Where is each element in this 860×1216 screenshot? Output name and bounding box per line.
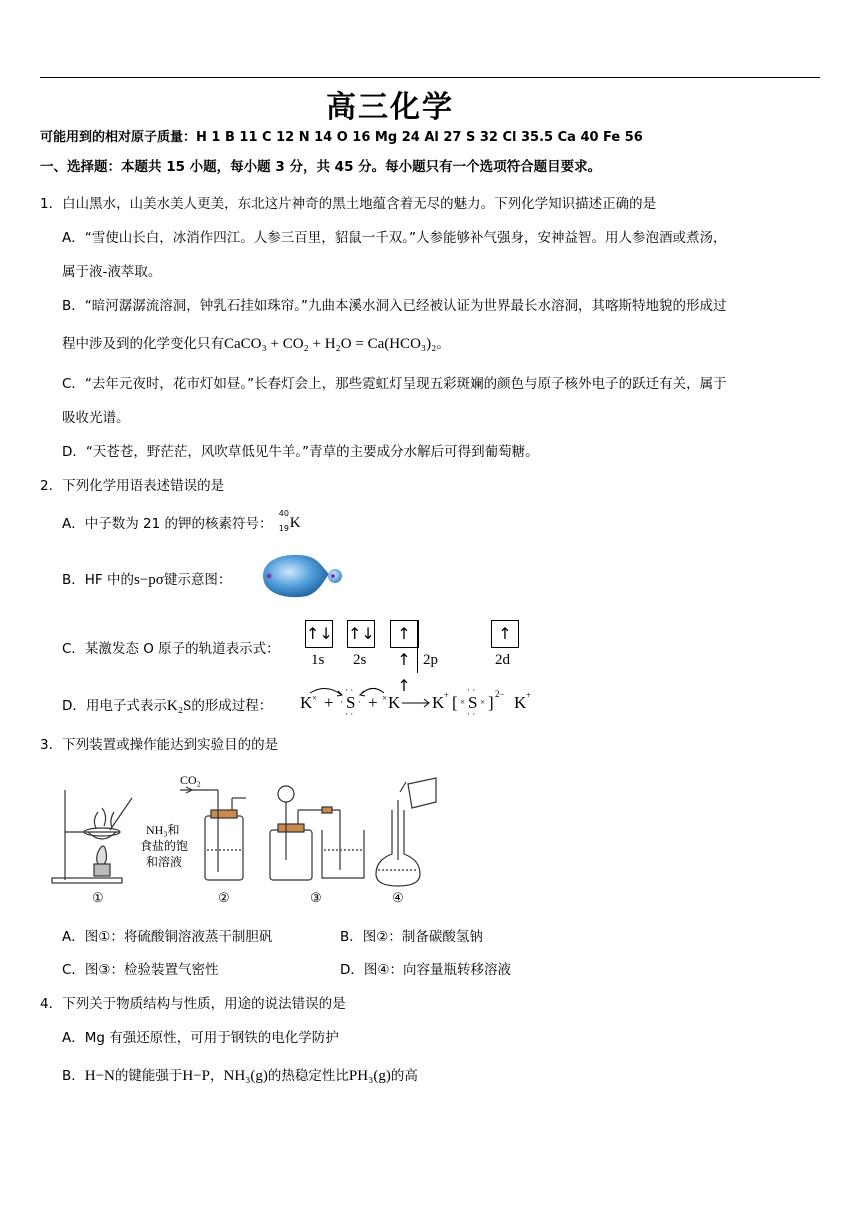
q1-option-a-cont: 属于液-液萃取。 (62, 264, 162, 280)
q1-option-a: A．“雪使山长白，冰消作四江。人参三百里，貂鼠一千双。”人参能够补气强身，安神益智。用人参泡酒或煮汤， (62, 230, 727, 246)
page-title: 高三化学 (326, 90, 454, 125)
q1-option-c: C．“去年元夜时，花市灯如昼。”长春灯会上，那些霓虹灯呈现五彩斑斓的颜色与原子核外电子的跃迁有关，属于 (62, 376, 727, 392)
svg-text:×: × (312, 693, 318, 703)
fig2-salt-label: 食盐的饱 (140, 839, 189, 853)
orbital-label-2s: 2s (353, 652, 367, 668)
svg-text:2−: 2− (495, 689, 505, 699)
svg-text:·: · (340, 697, 343, 707)
svg-text:×: × (480, 697, 486, 707)
q3-stem: 3．下列装置或操作能达到实验目的的是 (40, 737, 279, 753)
orbital-2d-box: ↑ (491, 620, 519, 648)
q4-stem: 4．下列关于物质结构与性质，用途的说法错误的是 (40, 996, 346, 1012)
svg-text:]: ] (488, 693, 494, 712)
q1-option-d: D．“天苍苍，野茫茫，风吹草低见牛羊。”青草的主要成分水解后可得到葡萄糖。 (62, 444, 539, 460)
q3-option-a: A．图①：将硫酸铜溶液蒸干制胆矾 (62, 929, 273, 945)
q4-option-a: A．Mg 有强还原性，可用于钢铁的电化学防护 (62, 1030, 339, 1046)
svg-text:· ·: · · (467, 709, 476, 719)
fig3-label: ③ (310, 890, 322, 905)
atomic-masses: 可能用到的相对原子质量：H 1 B 11 C 12 N 14 O 16 Mg 24 Al 27 S 32 Cl 35.5 Ca 40 Fe 56 (40, 130, 643, 145)
svg-text:· ·: · · (345, 685, 354, 695)
fig2-gas-washing-bottle (180, 787, 246, 880)
q1-option-b: B．“暗河潺潺流溶洞，钟乳石挂如珠帘。”九曲本溪水洞入已经被认证为世界最长水溶洞，其喀斯特地貌的形成过 (62, 298, 727, 314)
q1-stem: 1．白山黑水，山美水美人更美，东北这片神奇的黑土地蕴含着无尽的魅力。下列化学知识描述正确的是 (40, 196, 657, 212)
orbital-2p-box: ↑↑↑ (390, 620, 419, 648)
q3-option-b: B．图②：制备碳酸氢钠 (340, 929, 483, 945)
svg-text:[: [ (452, 693, 458, 712)
svg-text:S: S (346, 693, 356, 712)
q2-option-a: A．中子数为 21 的钾的核素符号： 40 19 K (62, 512, 307, 533)
svg-text:+: + (324, 693, 334, 712)
svg-text:+: + (526, 690, 532, 700)
fig2-label: ② (218, 890, 230, 905)
fig2-nh3-label: NH₃和 (146, 823, 180, 837)
fig4-volumetric-flask (376, 778, 436, 886)
fig2-solution-label: 和溶液 (146, 855, 183, 869)
q1-option-c-cont: 吸收光谱。 (62, 410, 130, 426)
svg-text:· ·: · · (467, 685, 476, 695)
svg-text:+: + (368, 693, 378, 712)
sp-sigma-bond-diagram (255, 548, 355, 604)
q2-option-c: C．某激发态 O 原子的轨道表示式： (62, 641, 280, 657)
fig2-co2-label: CO₂ (180, 773, 201, 787)
orbital-label-2p: 2p (423, 652, 438, 668)
fig4-label: ④ (392, 890, 404, 905)
q2-stem: 2．下列化学用语表述错误的是 (40, 478, 225, 494)
caco3-equation: CaCO₃ + CO₂ + H₂O = Ca(HCO₃)₂ (224, 336, 437, 352)
fig3-airtightness-setup (270, 786, 364, 880)
q3-option-c: C．图③：检验装置气密性 (62, 962, 219, 978)
svg-text:K: K (300, 693, 313, 712)
svg-text:S: S (468, 693, 478, 712)
q2-option-b: B．HF 中的s−pσ键示意图： (62, 572, 232, 588)
k2s-electron-formation (296, 683, 546, 719)
q1-option-b-cont: 程中涉及到的化学变化只有CaCO₃ + CO₂ + H₂O = Ca(HCO₃)₂。 (62, 336, 450, 352)
q4-option-b: B．H−N的键能强于H−P，NH₃(g)的热稳定性比PH₃(g)的高 (62, 1068, 418, 1084)
orbital-1s-box: ↑↓ (305, 620, 333, 648)
q3-apparatus-figure (40, 770, 460, 910)
orbital-label-2d: 2d (495, 652, 510, 668)
svg-text:K: K (432, 693, 445, 712)
svg-text:K: K (388, 693, 401, 712)
q3-option-d: D．图④：向容量瓶转移溶液 (340, 962, 511, 978)
orbital-2s-box: ↑↓ (347, 620, 375, 648)
svg-text:· ·: · · (345, 709, 354, 719)
q2-option-d: D．用电子式表示K₂S的形成过程： (62, 698, 273, 714)
orbital-label-1s: 1s (311, 652, 325, 668)
svg-text:×: × (460, 697, 466, 707)
svg-text:·: · (358, 697, 361, 707)
fig1-evaporating-dish (52, 790, 132, 883)
svg-text:K: K (514, 693, 527, 712)
svg-text:×: × (382, 693, 388, 703)
svg-text:+: + (444, 690, 450, 700)
nuclide-symbol: 40 19 K (278, 509, 301, 533)
section-heading: 一、选择题：本题共 15 小题，每小题 3 分，共 45 分。每小题只有一个选项符合题目要求。 (40, 159, 602, 175)
fig1-label: ① (92, 890, 104, 905)
top-rule (40, 77, 820, 78)
